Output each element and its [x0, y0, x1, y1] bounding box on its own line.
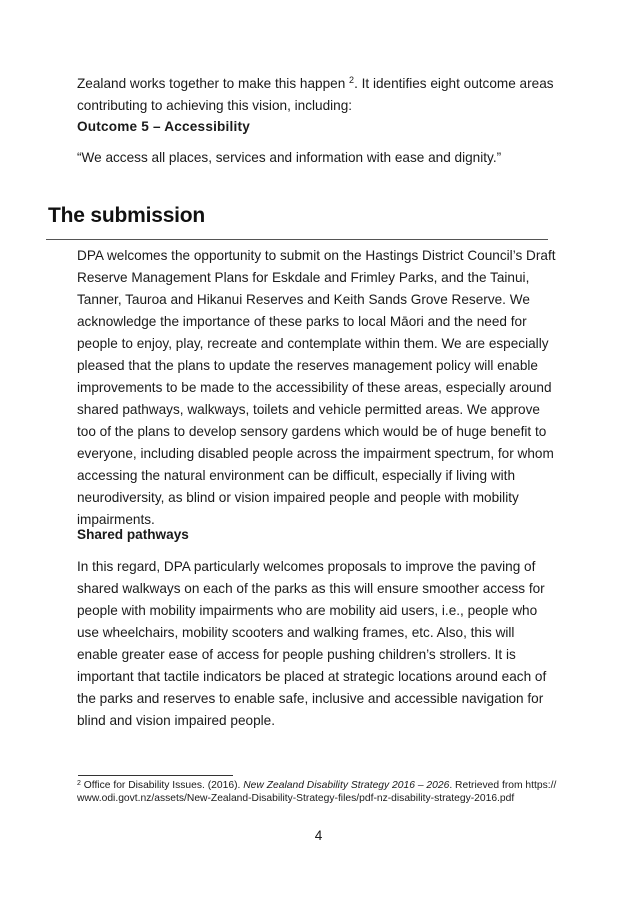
footnote-number: 2 [77, 780, 81, 787]
page-number: 4 [314, 828, 323, 843]
subsection-heading: Shared pathways [77, 527, 189, 542]
outcome-quote: “We access all places, services and information with ease and dignity.” [77, 150, 502, 165]
shared-pathways-paragraph: In this regard, DPA particularly welcomes proposals to improve the paving of shared walkways on each of the parks as this will ensure smoother access for people with mobility impairments who are mobility aid users, i.e., people who use wheelchairs, mobility scooters and walking frames, etc. Also, this will enable greater ease of access for people pushing children’s strollers. It is important that tactile indicators be placed at strategic locations around each of the parks and reserves to enable safe, inclusive and accessible navigation for blind and vision impaired people. [77, 559, 547, 728]
footnote-divider [78, 775, 233, 776]
footnote-reference[interactable]: 2 [349, 75, 355, 85]
section-heading: The submission [48, 204, 206, 227]
footnote-title: New Zealand Disability Strategy 2016 – 2026 [243, 780, 450, 791]
intro-paragraph: Zealand works together to make this happen $^2$. It identifies eight outcome areas contributing to achieving this vision, including: [77, 75, 554, 113]
submission-paragraph: DPA welcomes the opportunity to submit on the Hastings District Council’s Draft Reserve Management Plans for Eskdale and Frimley Parks, and the Tainui, Tanner, Tauroa and Hikanui Reserves and Keith Sands Grove Reserve. We acknowledge the importance of these parks to local Māori and the need for people to enjoy, play, recreate and contemplate within them. We are especially pleased that the plans to update the reserves management policy will enable improvements to be made to the accessibility of these areas, especially around shared pathways, walkways, toilets and vehicle permitted areas. We approve too of the plans to develop sensory gardens which would be of huge benefit to everyone, including disabled people across the impairment spectrum, for whom accessing the natural environment can be difficult, especially if living with neurodiversity, as blind or vision impaired people and people with mobility impairments. [77, 248, 556, 527]
outcome-label: Outcome 5 – Accessibility [77, 119, 250, 134]
footnote-url[interactable]: https://www.odi.govt.nz/assets/New-Zealand-Disability-Strategy-files/pdf-nz-disability-strategy-2016.pdf [77, 780, 557, 804]
footnote: $^2$ Office for Disability Issues. (2016). New Zealand Disability Strategy 2016 – 2026. Retrieved from https://www.odi.govt.nz/assets/New-Zealand-Disability-Strategy-files/pdf-nz-disability-strategy-2016.pdf [77, 780, 557, 804]
intro-block [77, 73, 557, 169]
heading-divider [46, 239, 548, 240]
